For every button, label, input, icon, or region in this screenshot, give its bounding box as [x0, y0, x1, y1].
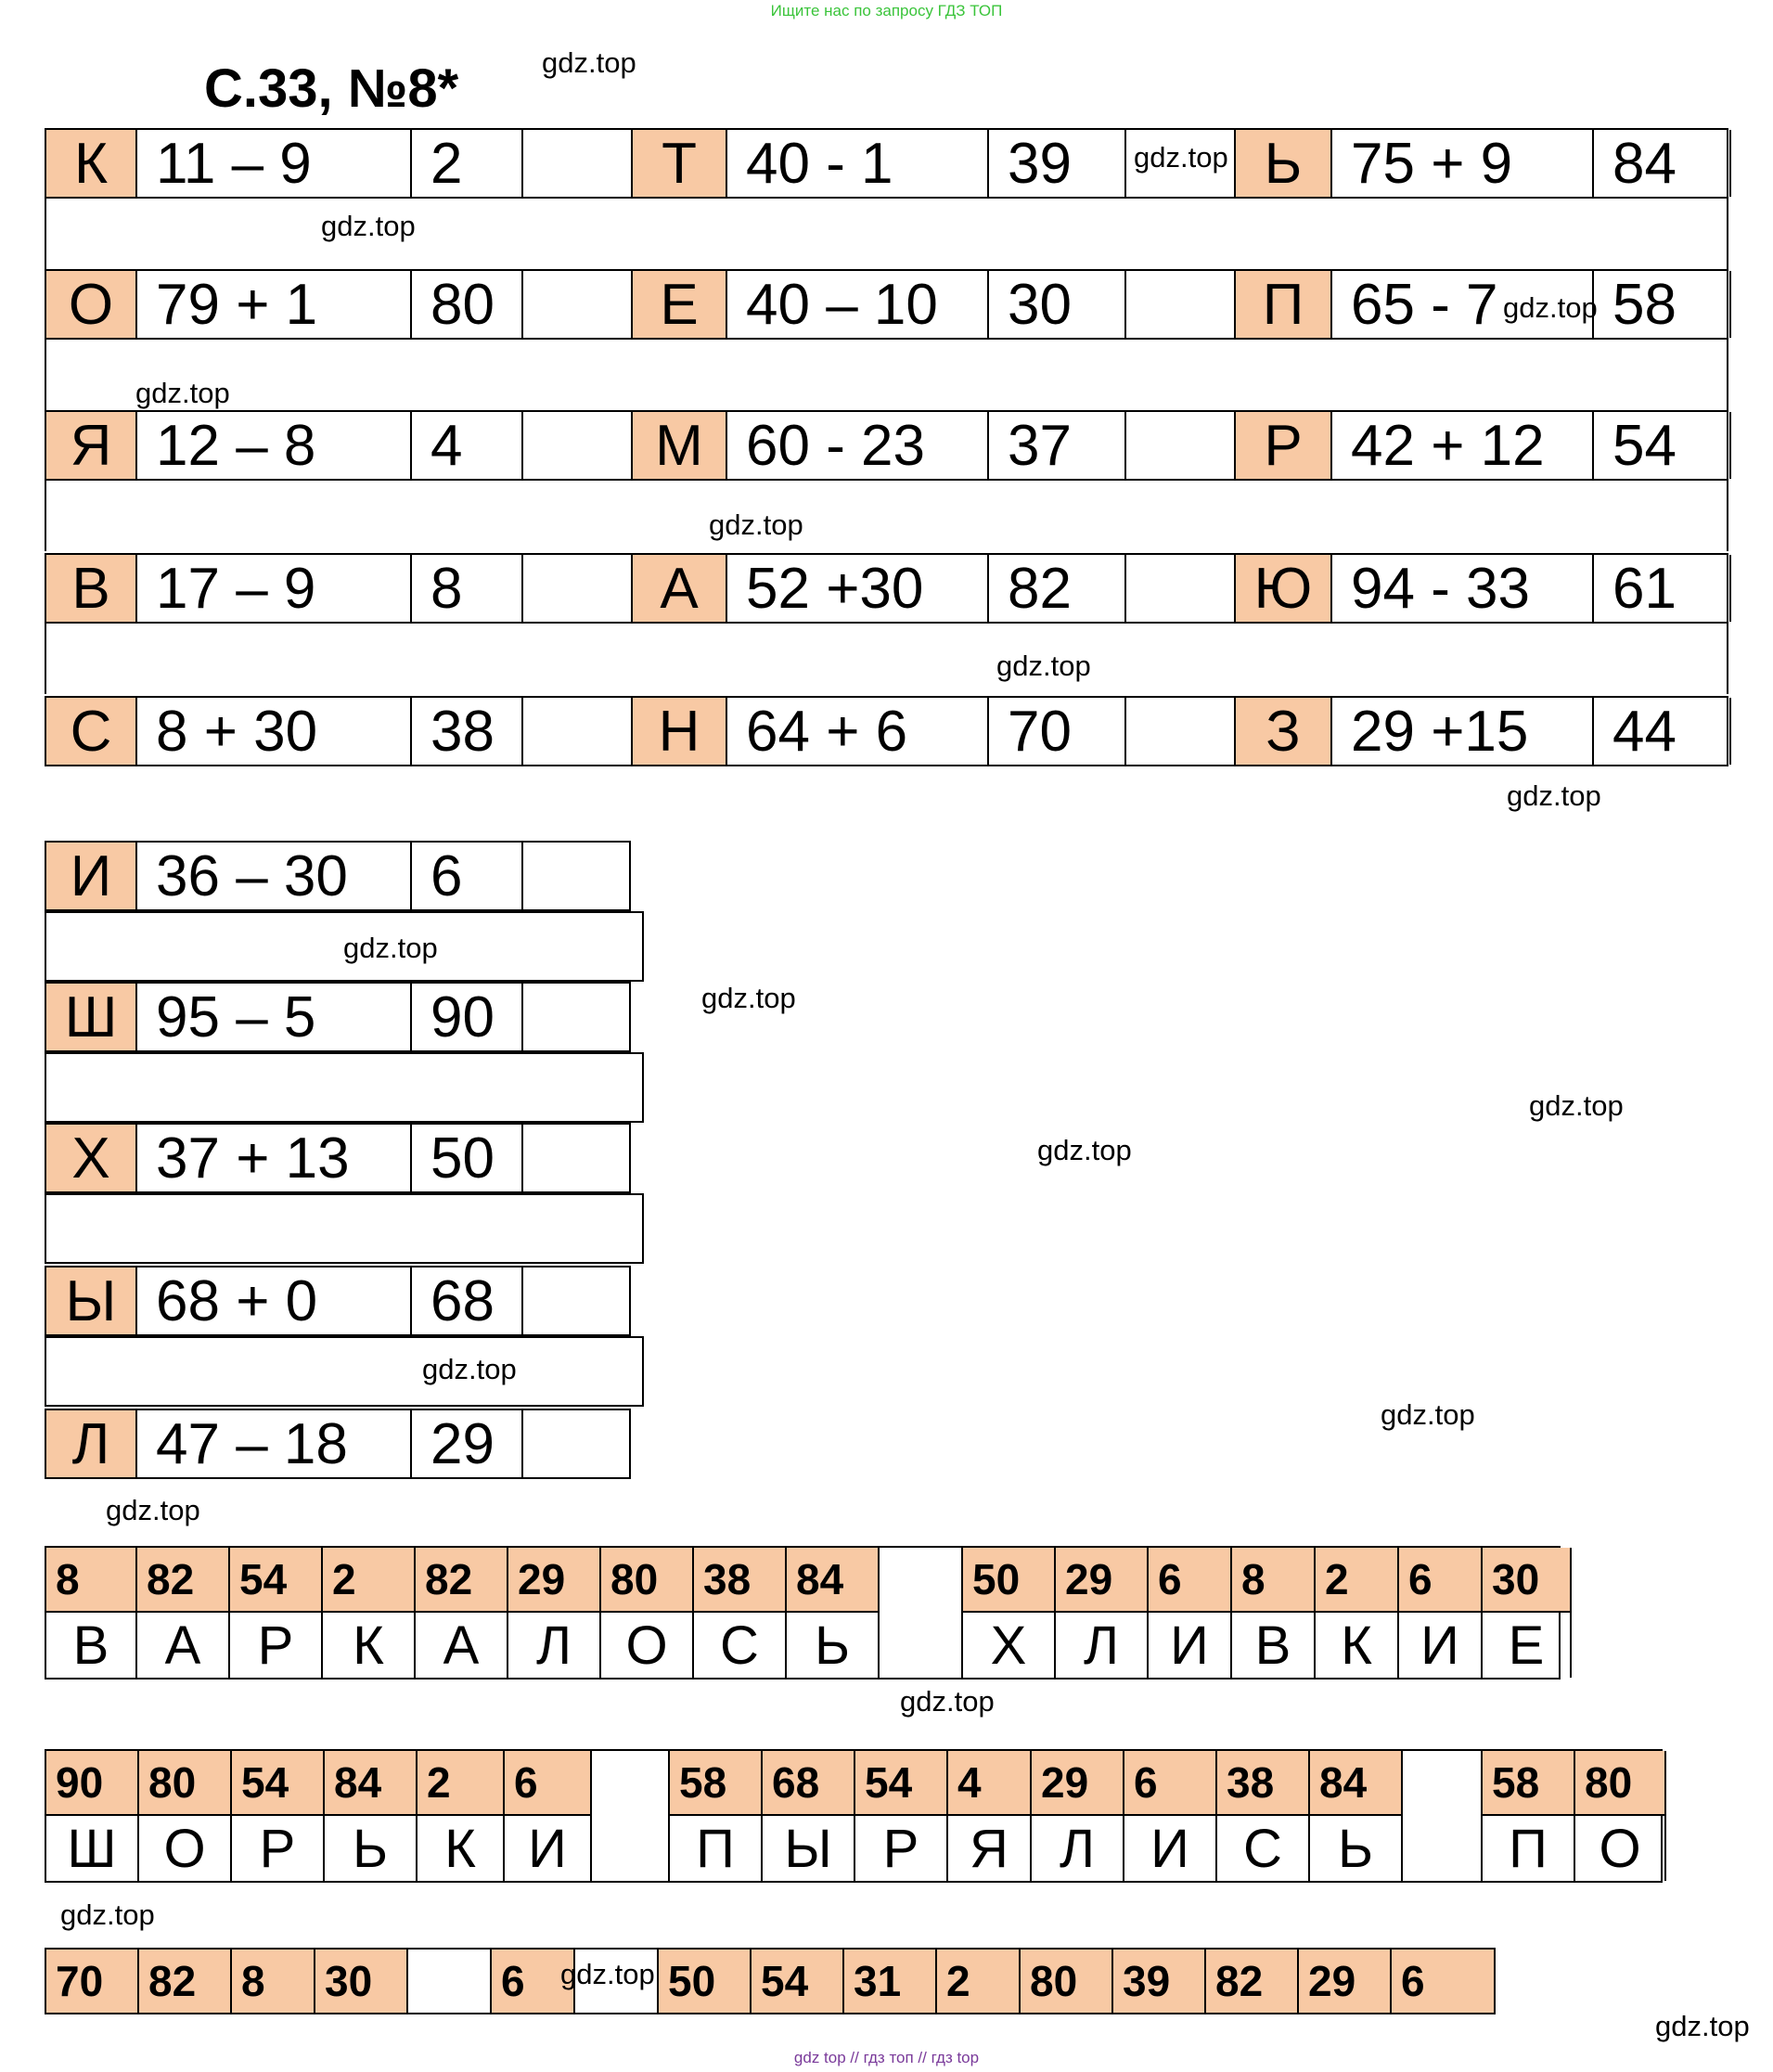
decoded-letter: Л — [1059, 1818, 1096, 1879]
expression: 64 + 6 — [727, 698, 989, 765]
decoded-phrase-3 — [45, 1948, 1496, 2014]
cipher-column — [139, 1751, 232, 1881]
table-row — [45, 269, 1728, 340]
cipher-number: 6 — [1124, 1751, 1215, 1816]
cipher-column — [1149, 1548, 1232, 1678]
expression: 36 – 30 — [137, 843, 412, 909]
blank-cell — [1126, 555, 1236, 622]
cipher-letter: Х — [46, 1125, 137, 1191]
cipher-number: 29 — [508, 1548, 599, 1613]
watermark: gdz.top — [996, 650, 1091, 682]
row-gap — [45, 1336, 644, 1407]
cipher-number: 6 — [1399, 1548, 1481, 1613]
decoded-letter: С — [720, 1615, 759, 1676]
watermark: gdz.top — [135, 377, 230, 409]
decoded-phrase-1 — [45, 1546, 1561, 1679]
watermark: gdz.top — [106, 1494, 200, 1526]
cipher-letter: Р — [1236, 412, 1332, 479]
decoded-letter: П — [696, 1818, 735, 1879]
watermark: gdz.top — [60, 1898, 155, 1931]
cipher-column — [752, 1950, 844, 2013]
cipher-number: 29 — [1299, 1950, 1390, 2013]
decoded-letter: О — [625, 1615, 668, 1676]
decoded-letter: Л — [535, 1615, 572, 1676]
decoded-letter: Я — [970, 1818, 1009, 1879]
expression: 95 – 5 — [137, 984, 412, 1050]
blank-cell — [523, 412, 633, 479]
decoded-letter: Л — [1083, 1615, 1120, 1676]
watermark: gdz.top — [1507, 779, 1601, 812]
word-space — [408, 1950, 492, 2013]
cipher-letter: Т — [633, 130, 727, 197]
expression: 8 + 30 — [137, 698, 412, 765]
cipher-column — [844, 1950, 937, 2013]
decoded-letter: И — [1150, 1818, 1189, 1879]
cipher-number: 80 — [1575, 1751, 1664, 1816]
cipher-number: 54 — [232, 1751, 323, 1816]
cipher-column — [230, 1548, 323, 1678]
decoded-letter: Ы — [784, 1818, 832, 1879]
table-row — [45, 128, 1728, 199]
cipher-number: 70 — [46, 1950, 137, 2013]
cipher-letter: Ь — [1236, 130, 1332, 197]
watermark: gdz.top — [1503, 291, 1598, 324]
cipher-column — [505, 1751, 592, 1881]
cipher-column — [1575, 1751, 1666, 1881]
cipher-number: 84 — [325, 1751, 416, 1816]
expression: 37 + 13 — [137, 1125, 412, 1191]
cipher-column — [1392, 1950, 1496, 2013]
row-gap — [45, 199, 1728, 269]
answer: 70 — [989, 698, 1126, 765]
table-row — [45, 410, 1728, 481]
word-space — [1403, 1751, 1483, 1881]
answer: 82 — [989, 555, 1126, 622]
cipher-letter: С — [46, 698, 137, 765]
watermark: gdz.top — [701, 982, 796, 1014]
cipher-number: 82 — [137, 1548, 228, 1613]
cipher-column — [659, 1950, 752, 2013]
word-space — [880, 1548, 963, 1678]
cipher-column — [232, 1950, 315, 2013]
blank-cell — [523, 698, 633, 765]
cipher-column — [46, 1751, 139, 1881]
cipher-number: 39 — [1113, 1950, 1204, 2013]
answer: 44 — [1594, 698, 1731, 765]
cipher-number: 31 — [844, 1950, 935, 2013]
decoded-letter: А — [164, 1615, 201, 1676]
cipher-column — [1483, 1751, 1575, 1881]
blank-cell — [523, 1268, 631, 1334]
expression: 40 - 1 — [727, 130, 989, 197]
cipher-column — [1299, 1950, 1392, 2013]
cipher-number: 84 — [787, 1548, 878, 1613]
expression: 11 – 9 — [137, 130, 412, 197]
cipher-number: 38 — [694, 1548, 785, 1613]
expression: 79 + 1 — [137, 271, 412, 338]
cipher-number: 58 — [1483, 1751, 1574, 1816]
decoded-letter: Ш — [67, 1818, 117, 1879]
cipher-column — [670, 1751, 763, 1881]
decoded-letter: Е — [1508, 1615, 1545, 1676]
cipher-letter: Ы — [46, 1268, 137, 1334]
answer: 38 — [412, 698, 523, 765]
decoded-letter: Р — [257, 1615, 294, 1676]
cipher-letter: Н — [633, 698, 727, 765]
cipher-column — [948, 1751, 1032, 1881]
cipher-number: 6 — [1149, 1548, 1230, 1613]
answer: 30 — [989, 271, 1126, 338]
cipher-column — [139, 1950, 232, 2013]
decoded-letter: П — [1509, 1818, 1548, 1879]
answer: 90 — [412, 984, 523, 1050]
word-space — [592, 1751, 670, 1881]
cipher-column — [508, 1548, 601, 1678]
cipher-column — [855, 1751, 948, 1881]
cipher-letter: Е — [633, 271, 727, 338]
expression: 29 +15 — [1332, 698, 1594, 765]
expression: 12 – 8 — [137, 412, 412, 479]
cipher-column — [137, 1548, 230, 1678]
cipher-column — [963, 1548, 1056, 1678]
expression: 52 +30 — [727, 555, 989, 622]
row-gap — [45, 1193, 644, 1264]
watermark: gdz.top — [422, 1353, 517, 1385]
decoded-letter: К — [353, 1615, 384, 1676]
answer: 80 — [412, 271, 523, 338]
answer: 2 — [412, 130, 523, 197]
answer: 8 — [412, 555, 523, 622]
cipher-number: 2 — [323, 1548, 414, 1613]
cipher-column — [46, 1548, 137, 1678]
decoded-letter: А — [443, 1615, 480, 1676]
blank-cell — [1126, 698, 1236, 765]
watermark: gdz.top — [343, 932, 438, 964]
decoded-letter: И — [528, 1818, 567, 1879]
page-title: С.33, №8* — [204, 58, 459, 119]
cipher-letter: П — [1236, 271, 1332, 338]
decoded-letter: Х — [990, 1615, 1027, 1676]
answer: 50 — [412, 1125, 523, 1191]
cipher-number: 80 — [601, 1548, 692, 1613]
table-row — [45, 696, 1728, 766]
decoded-letter: С — [1243, 1818, 1282, 1879]
cipher-column — [46, 1950, 139, 2013]
watermark: gdz.top — [1134, 141, 1228, 174]
bottom-promo-note: gdz top // гдз топ // гдз top — [793, 2049, 980, 2066]
cipher-column — [418, 1751, 505, 1881]
answer: 61 — [1594, 555, 1731, 622]
decoded-letter: Р — [882, 1818, 919, 1879]
row-gap — [45, 481, 1728, 551]
cipher-column — [787, 1548, 880, 1678]
decoded-letter: Ь — [1337, 1818, 1374, 1879]
expression: 60 - 23 — [727, 412, 989, 479]
watermark: gdz.top — [1381, 1398, 1475, 1431]
cipher-letter: Ш — [46, 984, 137, 1050]
cipher-number: 30 — [315, 1950, 406, 2013]
cipher-column — [1310, 1751, 1403, 1881]
watermark: gdz.top — [560, 1958, 655, 1990]
decoded-letter: И — [1170, 1615, 1209, 1676]
cipher-letter: Л — [46, 1410, 137, 1477]
cipher-letter: М — [633, 412, 727, 479]
answer: 29 — [412, 1410, 523, 1477]
cipher-column — [1032, 1751, 1124, 1881]
cipher-number: 82 — [139, 1950, 230, 2013]
answer: 6 — [412, 843, 523, 909]
decoded-letter: В — [72, 1615, 109, 1676]
cipher-column — [232, 1751, 325, 1881]
table-row — [45, 1409, 631, 1479]
blank-cell — [1126, 271, 1236, 338]
watermark: gdz.top — [900, 1685, 995, 1718]
cipher-letter: Ю — [1236, 555, 1332, 622]
decoded-letter: Р — [259, 1818, 296, 1879]
decoded-letter: Ь — [352, 1818, 389, 1879]
cipher-number: 84 — [1310, 1751, 1401, 1816]
cipher-column — [601, 1548, 694, 1678]
cipher-column — [1316, 1548, 1399, 1678]
table-row — [45, 841, 631, 911]
cipher-number: 29 — [1032, 1751, 1123, 1816]
row-gap — [45, 624, 1728, 694]
decoded-letter: Ь — [814, 1615, 851, 1676]
cipher-letter: А — [633, 555, 727, 622]
cipher-number: 54 — [752, 1950, 842, 2013]
watermark: gdz.top — [1655, 2010, 1750, 2042]
table-row — [45, 1266, 631, 1336]
blank-cell — [523, 555, 633, 622]
cipher-column — [937, 1950, 1021, 2013]
blank-cell — [523, 130, 633, 197]
watermark: gdz.top — [542, 46, 636, 79]
cipher-number: 8 — [1232, 1548, 1314, 1613]
watermark: gdz.top — [321, 210, 416, 242]
cipher-column — [1124, 1751, 1217, 1881]
cipher-number: 82 — [1206, 1950, 1297, 2013]
expression: 94 - 33 — [1332, 555, 1594, 622]
table-row — [45, 982, 631, 1052]
answer: 54 — [1594, 412, 1731, 479]
table-row — [45, 1123, 631, 1193]
blank-cell — [523, 271, 633, 338]
expression: 68 + 0 — [137, 1268, 412, 1334]
cipher-number: 54 — [855, 1751, 946, 1816]
cipher-number: 6 — [1392, 1950, 1494, 2013]
cipher-number: 29 — [1056, 1548, 1147, 1613]
decoded-letter: О — [163, 1818, 206, 1879]
cipher-number: 90 — [46, 1751, 137, 1816]
cipher-number: 50 — [963, 1548, 1054, 1613]
cipher-number: 30 — [1483, 1548, 1570, 1613]
expression: 40 – 10 — [727, 271, 989, 338]
row-gap — [45, 1052, 644, 1123]
cipher-letter: И — [46, 843, 137, 909]
top-promo-note: Ищите нас по запросу ГДЗ ТОП — [770, 2, 1003, 19]
cipher-number: 2 — [937, 1950, 1019, 2013]
expression: 17 – 9 — [137, 555, 412, 622]
decoded-letter: В — [1254, 1615, 1291, 1676]
expression: 75 + 9 — [1332, 130, 1594, 197]
cipher-number: 82 — [416, 1548, 507, 1613]
decoded-letter: И — [1420, 1615, 1459, 1676]
decoded-letter: О — [1599, 1818, 1641, 1879]
cipher-number: 6 — [505, 1751, 590, 1816]
cipher-number: 38 — [1217, 1751, 1308, 1816]
cipher-number: 54 — [230, 1548, 321, 1613]
cipher-letter: К — [46, 130, 137, 197]
watermark: gdz.top — [1037, 1134, 1132, 1166]
cipher-column — [1206, 1950, 1299, 2013]
cipher-number: 8 — [232, 1950, 314, 2013]
cipher-column — [323, 1548, 416, 1678]
cipher-letter: В — [46, 555, 137, 622]
expression: 42 + 12 — [1332, 412, 1594, 479]
answer: 39 — [989, 130, 1126, 197]
answer: 37 — [989, 412, 1126, 479]
cipher-letter: О — [46, 271, 137, 338]
answer: 58 — [1594, 271, 1731, 338]
cipher-number: 68 — [763, 1751, 854, 1816]
cipher-number: 6 — [492, 1950, 573, 2013]
cipher-number: 2 — [418, 1751, 503, 1816]
row-gap — [45, 340, 1728, 410]
cipher-column — [1483, 1548, 1572, 1678]
expression: 65 - 7 — [1332, 271, 1594, 338]
cipher-column — [325, 1751, 418, 1881]
cipher-column — [416, 1548, 508, 1678]
answer: 68 — [412, 1268, 523, 1334]
decoded-phrase-2 — [45, 1749, 1663, 1883]
cipher-number: 80 — [139, 1751, 230, 1816]
blank-cell — [523, 984, 631, 1050]
blank-cell — [523, 1410, 631, 1477]
cipher-column — [694, 1548, 787, 1678]
decoded-letter: К — [444, 1818, 476, 1879]
watermark: gdz.top — [709, 508, 803, 541]
cipher-number: 2 — [1316, 1548, 1397, 1613]
cipher-column — [1217, 1751, 1310, 1881]
cipher-column — [1232, 1548, 1316, 1678]
cipher-number: 50 — [659, 1950, 750, 2013]
cipher-column — [1399, 1548, 1483, 1678]
answer: 84 — [1594, 130, 1731, 197]
answer: 4 — [412, 412, 523, 479]
cipher-column — [1056, 1548, 1149, 1678]
blank-cell — [1126, 412, 1236, 479]
cipher-column — [1113, 1950, 1206, 2013]
table-row — [45, 553, 1728, 624]
cipher-column — [315, 1950, 408, 2013]
cipher-number: 8 — [46, 1548, 135, 1613]
cipher-number: 4 — [948, 1751, 1030, 1816]
cipher-column — [763, 1751, 855, 1881]
expression: 47 – 18 — [137, 1410, 412, 1477]
blank-cell — [523, 1125, 631, 1191]
cipher-letter: Я — [46, 412, 137, 479]
cipher-number: 80 — [1021, 1950, 1111, 2013]
cipher-number: 58 — [670, 1751, 761, 1816]
watermark: gdz.top — [1529, 1089, 1624, 1122]
cipher-letter: З — [1236, 698, 1332, 765]
blank-cell — [523, 843, 631, 909]
decoded-letter: К — [1341, 1615, 1372, 1676]
cipher-column — [1021, 1950, 1113, 2013]
